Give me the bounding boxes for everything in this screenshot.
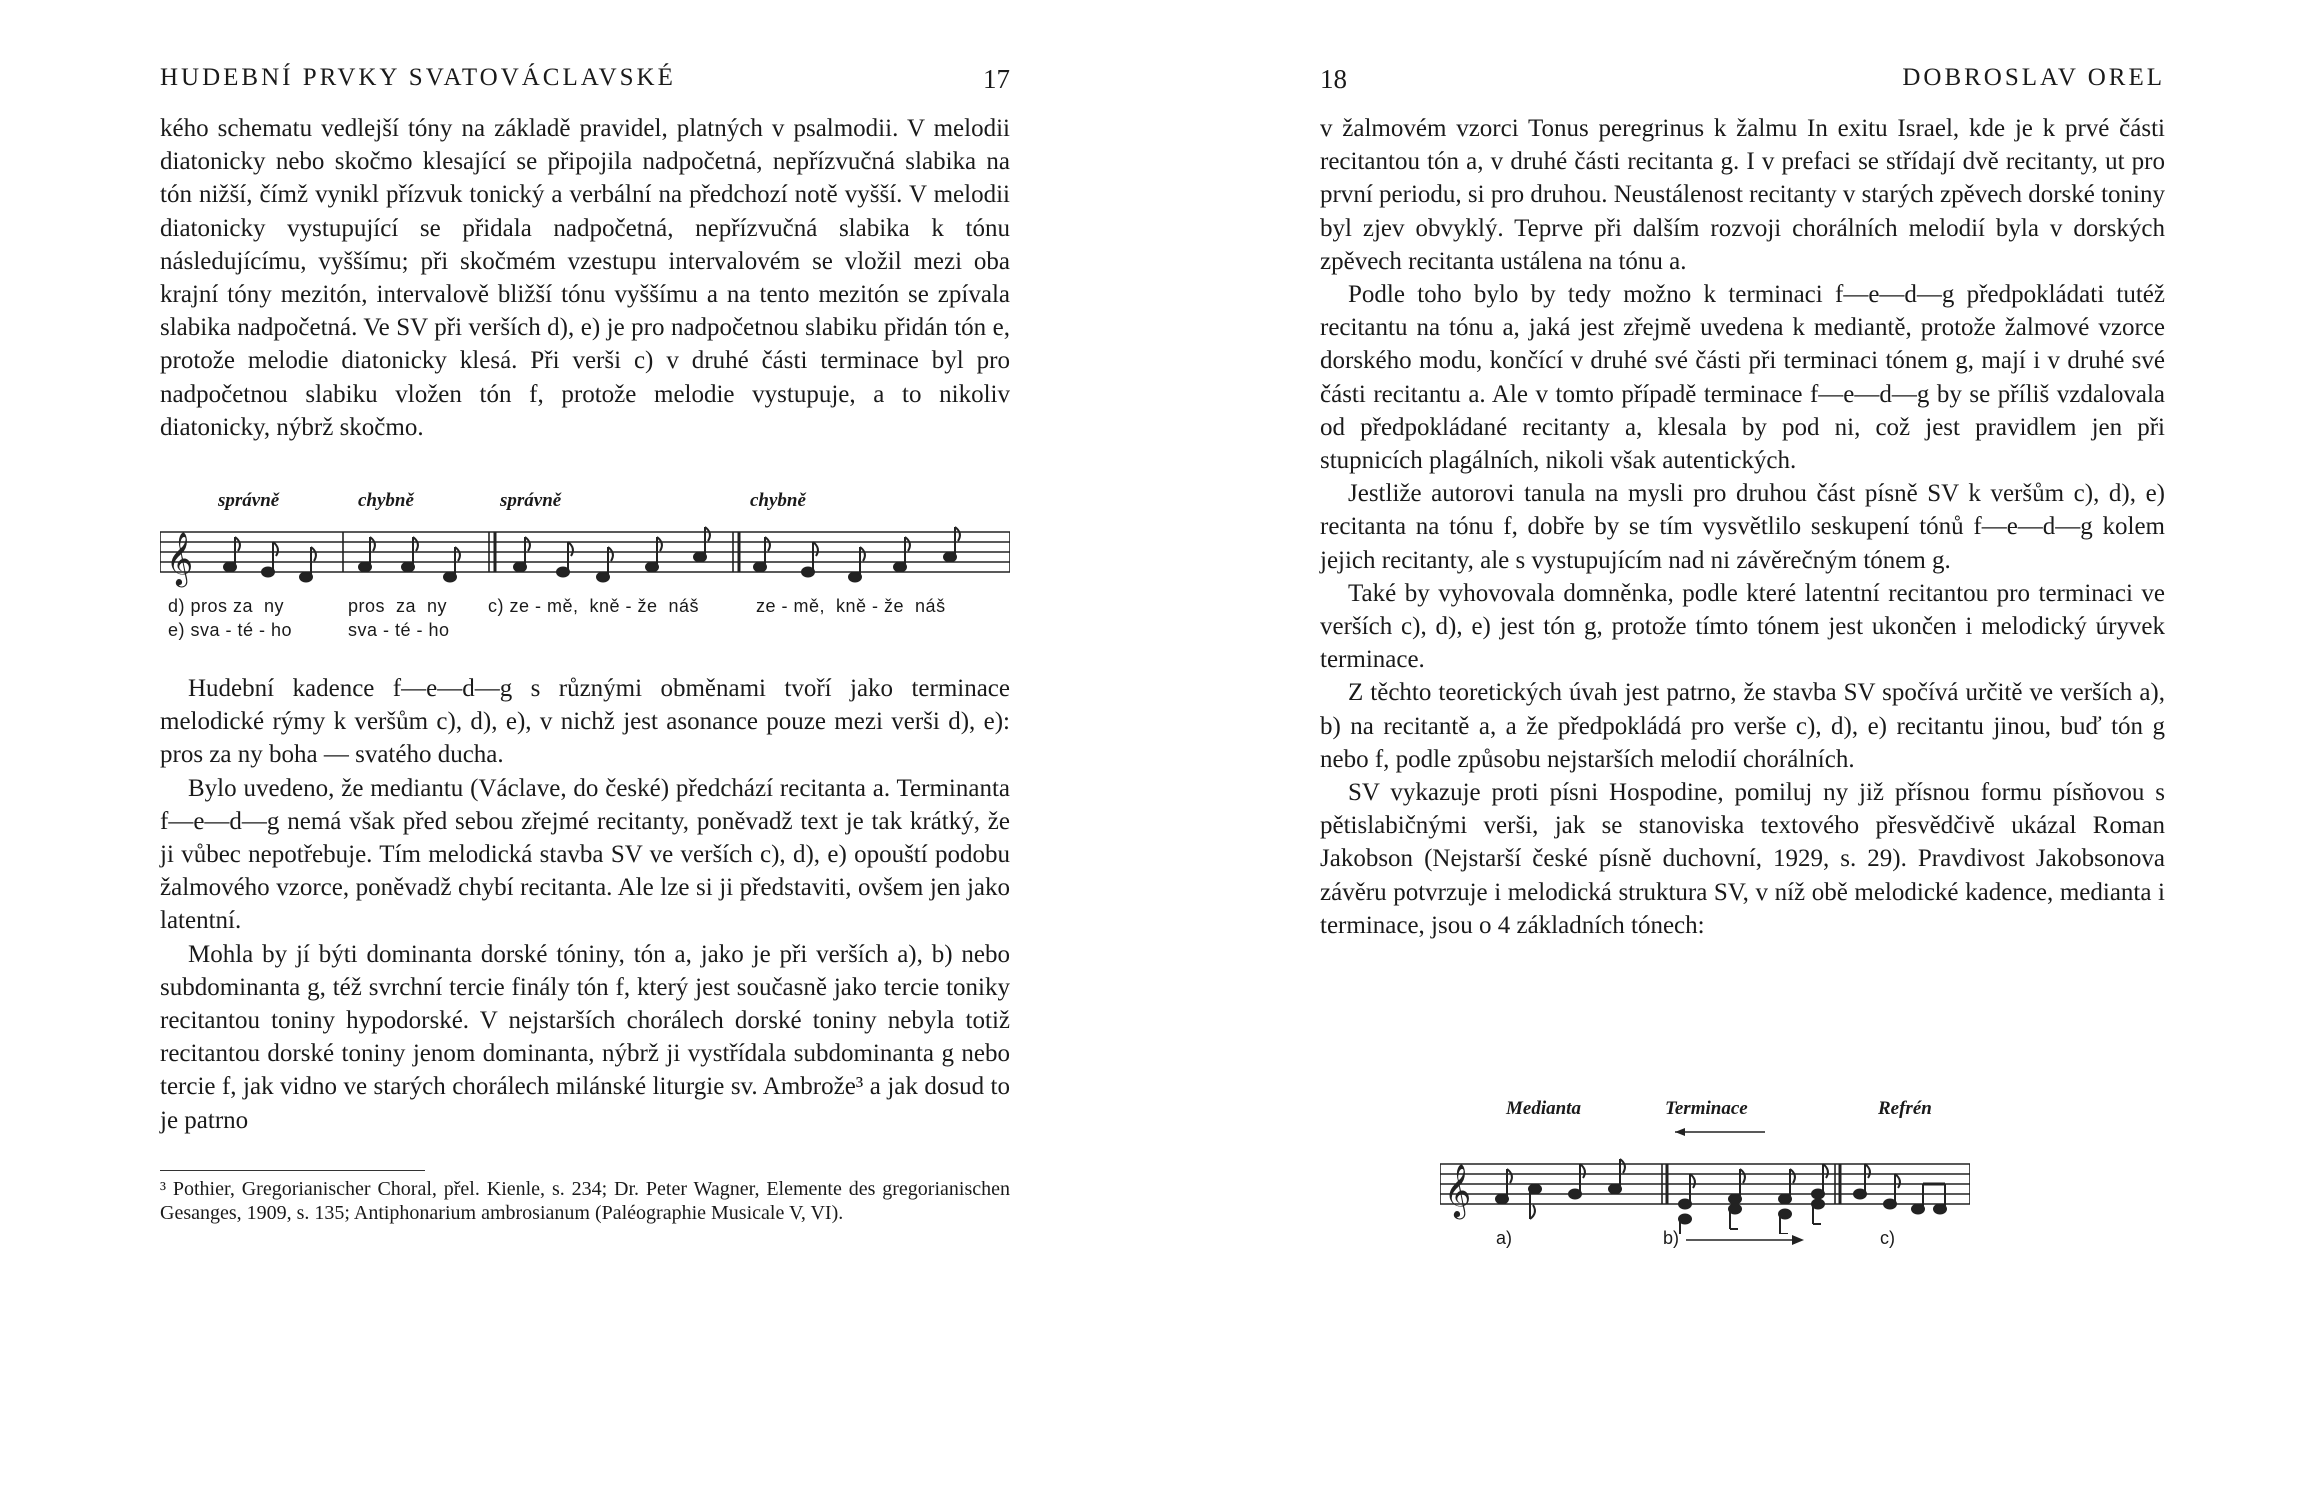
lyrics: e) sva - té - ho xyxy=(168,620,293,640)
paragraph: Hudební kadence f—e—d—g s různými obměnami tvoří jako terminace melodické rýmy k veršům c), d), e), v nichž jest asonance pouze mezi verši d), e): pros za ny boha — svatého ducha. xyxy=(160,675,1010,769)
example-marker: b) xyxy=(1663,1228,1680,1248)
page-number: 18 xyxy=(1320,64,1347,94)
svg-text:𝄞: 𝄞 xyxy=(166,533,194,584)
footnote-rule xyxy=(160,1170,425,1171)
paragraph: v žalmovém vzorci Tonus peregrinus k žalmu In exitu Israel, kde je k prvé části recitantou tón a, v druhé části recitanta g. I v prefaci se střídají dvě recitanty, ut pro první periodu, si pro druhou. Neustálenost recitanty v starých zpěvech dorské toniny byl zjev obvyklý. Teprve při dalším rozvoji chorálních melodií byla v dorských zpěvech recitanta ustálena na tónu a. xyxy=(1320,115,2165,275)
example-label: správně xyxy=(500,490,562,511)
staff xyxy=(1440,1124,1970,1234)
example-label: Medianta xyxy=(1506,1098,1581,1119)
example-label: správně xyxy=(218,490,280,511)
page-number: 17 xyxy=(983,64,1010,94)
lyrics: c) ze - mě, kně - že náš xyxy=(488,596,700,616)
lyrics: pros za ny xyxy=(348,596,448,616)
footnote: ³ Pothier, Gregorianischer Choral, přel. Kienle, s. 234; Dr. Peter Wagner, Elemente des gregorianischen Gesanges, 1909, s. 135; Antiphonarium ambrosianum (Paléographie Musicale V, VI). xyxy=(160,1178,1010,1224)
example-label: chybně xyxy=(750,490,806,511)
example-label: chybně xyxy=(358,490,414,511)
paragraph: Bylo uvedeno, že mediantu (Václave, do české) předchází recitanta a. Terminanta f—e—d—g nemá však před sebou zřejmé recitanty, poněvadž text je tak krátký, že ji vůbec nepotřebuje. Tím melodická stavba SV ve verších c), d), e) opouští podobu žalmového vzorce, poněvadž chybí recitanta. Ale lze si ji představiti, ovšem jen jako latentní. xyxy=(160,774,1010,935)
example-marker: c) xyxy=(1880,1228,1895,1248)
lyrics: sva - té - ho xyxy=(348,620,450,640)
example-label: Refrén xyxy=(1878,1098,1932,1119)
example-label: Terminace xyxy=(1665,1098,1748,1119)
lyrics: ze - mě, kně - že náš xyxy=(756,596,946,616)
paragraph: Jestliže autorovi tanula na mysli pro druhou část písně SV k veršům c), d), e) recitanta na tónu f, dobře by se tím vysvětlilo seskupení tónů f—e—d—g kolem jejich recitanty, ale s vystupujícím nad ni závěrečným tónem g. xyxy=(1320,480,2165,574)
paragraph: SV vykazuje proti písni Hospodine, pomiluj ny již přísnou formu písňovou s pětislabičnými verši, jak se stanoviska textového přesvědčivě ukázal Roman Jakobson (Nejstarší české písně duchovní, 1929, s. 29). Pravdivost Jakobsonova závěru potvrzuje i melodická struktura SV, v níž obě melodické kadence, medianta i terminace, jsou o 4 základních tónech: xyxy=(1320,779,2165,939)
music-example-left xyxy=(160,522,1010,592)
left-page xyxy=(160,0,1010,1500)
music-example-right xyxy=(1440,1124,1970,1234)
running-head xyxy=(1320,64,2165,104)
paragraph: Mohla by jí býti dominanta dorské tóniny, tón a, jako je při verších a), b) nebo subdominanta g, též svrchní tercie finály tón f, který jest současně jako tercie toniky recitantou toniny hypodorské. V nejstarších chorálech dorské toniny nebyla totiž recitantou dorské toniny jenom dominanta, nýbrž ji vystřídala subdominanta g nebo tercie f, jak vidno ve starých chorálech milánské liturgie sv. Ambrože³ a jak dosud to je patrno xyxy=(160,940,1010,1134)
paragraph: Také by vyhovovala domněnka, podle které latentní recitantou pro terminaci ve verších c), d), e) jest tón g, protože tímto tónem jest ukončen i melodický úryvek terminace. xyxy=(1320,579,2165,674)
lyrics: d) pros za ny xyxy=(168,596,285,616)
right-page xyxy=(1320,0,2165,1500)
body-text xyxy=(1320,112,2165,942)
paragraph: kého schematu vedlejší tóny na základě pravidel, platných v psalmodii. V melodii diatonicky nebo skočmo klesající se připojila nadpočetná, nepřízvučná slabika na tón nižší, čímž vynikl přízvuk tonický a verbální na předchozí notě vyšší. V melodii diatonicky vystupující se přidala nadpočetná, nepřízvučná slabika k tónu následujícímu, vyššímu; při skočmém vzestupu intervalovém se vložil mezi oba krajní tóny mezitón, intervalově bližší tónu vyššímu a na tento mezitón se zpívala slabika nadpočetná. Ve SV při verších d), e) je pro nadpočetnou slabiku přidán tón e, protože melodie diatonicky klesá. Při verši c) v druhé části terminace byl pro nadpočetnou slabiku vložen tón f, protože melodie vystupuje, a to nikoliv diatonicky, nýbrž skočmo. xyxy=(160,115,1010,441)
running-title: DOBROSLAV OREL xyxy=(1902,64,2165,91)
running-head xyxy=(160,64,1010,104)
staff xyxy=(160,522,1010,592)
body-text-top xyxy=(160,112,1010,444)
paragraph: Z těchto teoretických úvah jest patrno, že stavba SV spočívá určitě ve verších a), b) na recitantě a, a že předpokládá pro verše c), d), e) recitantu jinou, buď tón g nebo f, podle způsobu nejstarších melodií chorálních. xyxy=(1320,679,2165,773)
svg-text:𝄞: 𝄞 xyxy=(1444,1165,1472,1216)
body-text-bottom xyxy=(160,672,1010,1137)
arrow-right-icon xyxy=(1686,1232,1806,1248)
paragraph: Podle toho bylo by tedy možno k terminaci f—e—d—g předpokládati tutéž recitantu na tónu a, jaká jest zřejmě uvedena k mediantě, protože žalmové vzorce dorského modu, končící v druhé své části při terminaci tónem g, mají i v druhé své části recitantu a. Ale v tomto případě terminace f—e—d—g by se příliš vzdalovala od předpokládané recitanty a, klesala by pod ni, což jest pravidlem jen při stupnicích plagálních, nikoli však autentických. xyxy=(1320,281,2165,475)
example-marker: a) xyxy=(1496,1228,1513,1248)
running-title: HUDEBNÍ PRVKY SVATOVÁCLAVSKÉ xyxy=(160,64,676,91)
